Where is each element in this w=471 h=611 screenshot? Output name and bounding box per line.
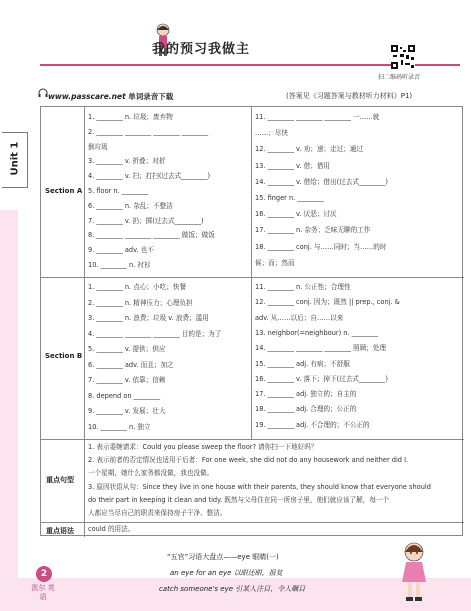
vocab-item: 18. ________ adj. 合理的；公正的 <box>255 405 357 414</box>
vocab-item: 10. ________ n. 独立 <box>88 422 151 431</box>
vocab-item: 12. ________ conj. 因为；既然 || prep., conj. & <box>255 298 400 307</box>
vocab-item: 15. finger n. ________ <box>255 194 324 202</box>
vocab-item: 1. ________ n. 点心；小吃；快餐 <box>88 283 186 291</box>
vocab-item: 候；而；然而 <box>255 258 295 267</box>
vocab-item: 17. ________ adj. 独立的；自主的 <box>255 390 357 399</box>
vocab-table <box>40 106 463 536</box>
answer-note: (答案见《习题答案与教材听力材料》P1) <box>286 92 413 100</box>
page-number: 2 <box>36 566 52 582</box>
brand-name: 凯尔 英语 <box>31 584 55 601</box>
url-suffix: 单词录音下载 <box>128 92 174 101</box>
vocab-item: ……；尽快 <box>255 129 288 138</box>
vocab-item: 18. ________ conj. 与……同时；当……的时 <box>255 242 387 251</box>
vocab-item: 14. ________ ________ ________ 照顾；处理 <box>255 344 386 353</box>
grammar-line: 2. 表示前者的否定情况也适用于后者：For one week, she did not do any housework and neither did I. <box>88 456 409 465</box>
vocab-item: 11. ________ n. 公正性；合理性 <box>255 283 351 291</box>
unit-label: Unit 1 <box>9 141 21 176</box>
vocab-item: 10. ________ n. 衬衫 <box>88 261 151 269</box>
vocab-item: 8. depend on ________ <box>88 391 161 400</box>
vocab-item: 4. ________ ________ ________ 目的是；为了 <box>88 329 222 338</box>
idiom-phrase-1: an eye for an eye 以眼还眼，报复 <box>170 569 283 577</box>
vocab-item: 12. ________ v. 劝；递；走过；通过 <box>255 145 363 154</box>
vocab-item: 16. ________ v. 落下；掉下(过去式________) <box>255 374 388 383</box>
section-b-label: Section B <box>45 352 83 360</box>
vocab-item: 13. ________ v. 借；借用 <box>255 161 331 170</box>
label-column-divider <box>84 107 85 537</box>
vocab-item: 7. ________ v. 扔；掷(过去式________) <box>88 216 204 225</box>
download-url[interactable] <box>48 91 173 102</box>
url-text[interactable]: www.passcare.net <box>48 92 126 101</box>
grammar-line: 人都应当尽自己的职责来保持房子干净、整洁。 <box>88 509 227 517</box>
vocab-item: 11. ________ ________ ________ 一……就 <box>255 113 380 121</box>
page-title: 我的预习我做主 <box>152 42 251 57</box>
vocab-item: 9. ________ adv. 也不 <box>88 246 154 255</box>
vocab-item: 19. ________ adj. 不合理的；不公正的 <box>255 420 370 429</box>
middle-divider-b <box>251 277 252 439</box>
vocab-item: 16. ________ v. 厌恶；讨厌 <box>255 210 337 219</box>
vocab-item: 倒垃圾 <box>88 142 108 151</box>
vocab-item: 15. ________ adj. 有病；不舒服 <box>255 359 350 368</box>
grammar-label: 重点句型 <box>46 476 74 484</box>
footer-girl-illustration <box>394 540 434 602</box>
vocab-item: 3. ________ v. 折叠；对折 <box>88 157 166 166</box>
section-divider-b <box>41 439 464 440</box>
vocab-item: 1. ________ n. 垃圾；废弃物 <box>88 113 173 121</box>
vocab-item: 17. ________ n. 杂务；乏味无聊的工作 <box>255 226 371 235</box>
side-stripe <box>0 210 18 580</box>
vocab-item: 4. ________ v. 扫；打扫(过去式________) <box>88 172 211 181</box>
grammar-line: do their part in keeping it clean and tidy. 既然与父母住在同一所房子里，他们就应该了解，每一个 <box>88 495 390 504</box>
idiom-phrase-2: catch someone's eye 引某人注目，令人瞩目 <box>159 585 306 593</box>
grammar-line: 1. 表示委婉请求：Could you please sweep the floor? 请你扫一下地好吗？ <box>88 443 318 451</box>
vocab-item: adv. 从……以后；自……以来 <box>255 313 344 322</box>
usage-label: 重点语法 <box>46 527 74 535</box>
vocab-item: 5. ________ v. 提供；供应 <box>88 345 166 353</box>
vocab-item: 2. ________ ________ ________ ________ <box>88 127 209 136</box>
vocab-item: 14. ________ v. 借给；借出(过去式________) <box>255 177 388 186</box>
grammar-line: 一个星期，她什么家务都没做，我也没做。 <box>88 469 214 478</box>
vocab-item: 5. floor n. ________ <box>88 187 149 195</box>
qr-caption: 扫二维码听录音 <box>378 74 421 81</box>
vocab-item: 8. ________ ________ ________ 做饭；做饭 <box>88 231 215 240</box>
vocab-item: 2. ________ n. 精神压力；心理负担 <box>88 298 193 307</box>
section-a-label: Section A <box>45 187 83 195</box>
idiom-title: “五官”习语大盘点——eye 眼睛(一) <box>167 553 279 561</box>
vocab-item: 9. ________ v. 发展；壮大 <box>88 407 166 415</box>
vocab-item: 6. ________ n. 杂乱；不整洁 <box>88 201 173 210</box>
vocab-item: 13. neighbor(=neighbour) n. ________ <box>255 328 378 337</box>
grammar-line: 3. 原因状语从句：Since they live in one house with their parents, they should know that everyone should <box>88 482 431 491</box>
section-divider-a <box>41 277 464 278</box>
vocab-item: 6. ________ adv. 而且；加之 <box>88 360 174 369</box>
usage-text: could 的用法。 <box>88 525 135 533</box>
headphone-icon <box>38 88 48 98</box>
middle-divider <box>251 107 252 277</box>
section-divider-c <box>41 522 464 523</box>
qr-code <box>391 45 415 69</box>
vocab-item: 3. ________ n. 浪费；垃圾 v. 浪费；滥用 <box>88 314 209 322</box>
vocab-item: 7. ________ v. 依靠；信赖 <box>88 376 166 384</box>
